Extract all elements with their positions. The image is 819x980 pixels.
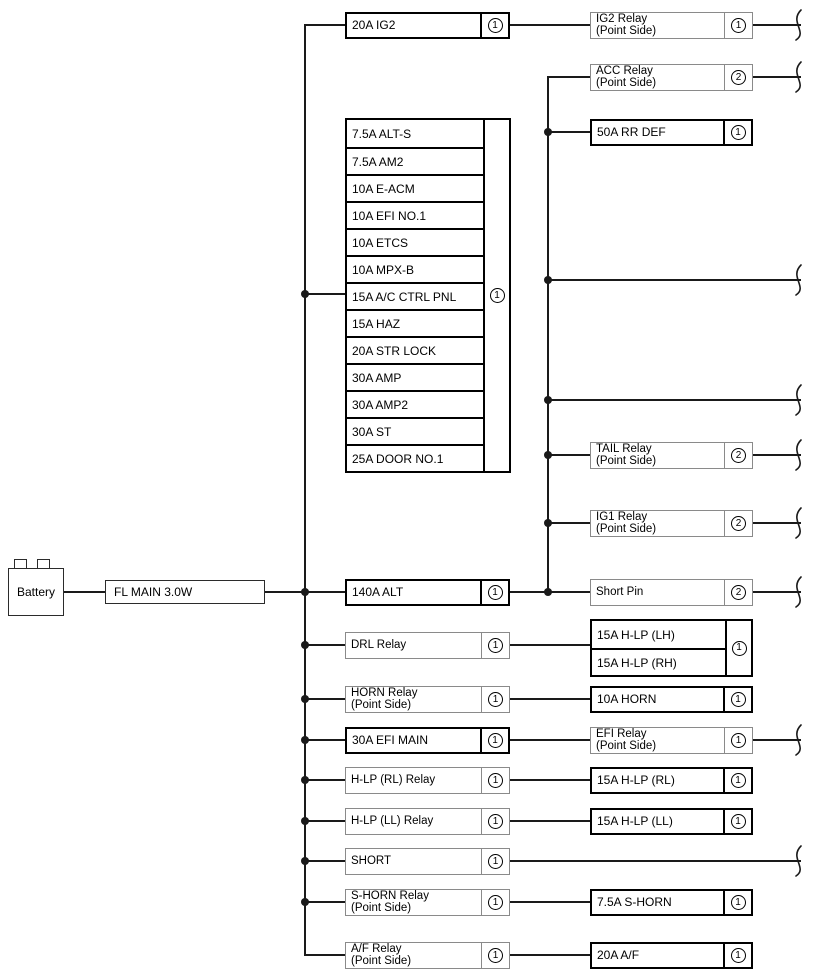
wire-subbus-tailrelay [547,454,590,456]
circled-number: 2 [731,70,746,85]
continuation-squiggle-icon [792,9,810,41]
fuse-row: 7.5A ALT-S [347,120,483,147]
wire-efimain-efirelay [510,739,590,741]
junction-dot [301,817,309,825]
box-label: Short Pin [596,585,644,598]
box-label: IG2 Relay [596,13,648,25]
wire-bus-ig2 [304,24,345,26]
box-label: 15A H-LP (LL) [597,813,673,828]
box-label: SHORT [351,854,392,867]
box-sublabel: (Point Side) [596,76,657,89]
continuation-squiggle-icon [792,576,810,608]
junction-dot [301,776,309,784]
circled-number: 2 [731,448,746,463]
wire-battery-flmain [64,591,105,593]
wire-drlrelay-hlpfuses [510,644,590,646]
fuse-box-20a-ig2 [345,12,510,39]
box-label: 20A IG2 [352,17,396,32]
circled-number: 1 [731,125,746,140]
fuse-box-20a-af [590,942,753,969]
box-sublabel: (Point Side) [596,739,657,752]
junction-dot [544,396,552,404]
wire-subbus-ig1relay [547,522,590,524]
circled-number: 2 [731,585,746,600]
box-label: 10A HORN [597,691,657,706]
circled-number: 1 [488,733,503,748]
box-label: HORN Relay [351,687,418,699]
fuse-block-number-cell [725,619,753,677]
fuse-box-10a-horn [590,686,753,713]
junction-dot [301,290,309,298]
circled-number: 1 [490,288,505,303]
fuse-row: 30A AMP [347,363,483,390]
box-sublabel: (Point Side) [351,698,412,711]
relay-box-ig2-relay [590,12,753,39]
battery [8,568,64,616]
wire-subbus-out-2 [547,399,801,401]
wire-hornrelay-hornfuse [510,698,590,700]
junction-dot [301,588,309,596]
relay-box-efi-relay [590,727,753,754]
continuation-squiggle-icon [792,439,810,471]
continuation-squiggle-icon [792,264,810,296]
circled-number: 1 [731,814,746,829]
wire-ig2-ig2relay [510,24,590,26]
wire-afrelay-fuse [510,954,590,956]
wire-hlprlrelay-fuse [510,779,590,781]
wire-bus-efimain [304,739,345,741]
continuation-squiggle-icon [792,507,810,539]
junction-dot [544,451,552,459]
circled-number: 1 [731,733,746,748]
fuse-row: 10A E-ACM [347,174,483,201]
relay-box-short [345,848,510,875]
fuse-row: 30A ST [347,417,483,444]
wire-short-out [510,860,801,862]
box-label: 7.5A S-HORN [597,894,672,909]
wire-subbus-rrdef [547,131,590,133]
junction-dot [544,276,552,284]
fuse-box-75a-s-horn [590,889,753,916]
box-label: ACC Relay [596,65,653,77]
wire-subbus-out-1 [547,279,801,281]
junction-dot [544,588,552,596]
wire-bus-afrelay [304,954,345,956]
circled-number: 1 [731,18,746,33]
circled-number: 1 [488,895,503,910]
wire-bus-hornrelay [304,698,345,700]
circled-number: 1 [488,814,503,829]
box-label: 15A H-LP (RL) [597,772,675,787]
circled-number: 1 [731,895,746,910]
circled-number: 1 [488,773,503,788]
fl-main-label: FL MAIN 3.0W [114,585,193,599]
fl-main-fusible-link [105,580,265,604]
wire-bus-short [304,860,345,862]
wire-bus-hlpllrelay [304,820,345,822]
relay-box-horn-relay [345,686,510,713]
box-label: 140A ALT [352,584,404,599]
wire-bus-shornrelay [304,901,345,903]
fuse-row: 25A DOOR NO.1 [347,444,483,471]
junction-dot [544,128,552,136]
box-label: EFI Relay [596,728,647,740]
box-label: H-LP (LL) Relay [351,814,434,827]
junction-dot [301,695,309,703]
box-label: 20A A/F [597,947,640,962]
fuse-box-50a-rr-def [590,119,753,146]
circled-number: 1 [731,773,746,788]
fuse-row: 15A A/C CTRL PNL [347,282,483,309]
relay-box-hlp-rl-relay [345,767,510,794]
box-label: H-LP (RL) Relay [351,773,436,786]
junction-dot [301,736,309,744]
fuse-box-140a-alt [345,579,510,606]
circled-number: 1 [488,948,503,963]
continuation-squiggle-icon [792,384,810,416]
continuation-squiggle-icon [792,845,810,877]
junction-dot [301,641,309,649]
fuse-block-number-cell [483,118,511,473]
box-sublabel: (Point Side) [351,901,412,914]
relay-box-ig1-relay [590,510,753,537]
relay-box-hlp-ll-relay [345,808,510,835]
fuse-box-30a-efi-main [345,727,510,754]
circled-number: 1 [488,585,503,600]
junction-dot [544,519,552,527]
wire-shornrelay-fuse [510,901,590,903]
box-label: DRL Relay [351,638,407,651]
box-sublabel: (Point Side) [351,954,412,967]
box-label: IG1 Relay [596,511,648,523]
circled-number: 1 [488,854,503,869]
junction-dot [301,898,309,906]
fuse-row: 15A HAZ [347,309,483,336]
circled-number: 1 [732,641,747,656]
relay-box-short-pin [590,579,753,606]
relay-box-af-relay [345,942,510,969]
circled-number: 1 [731,948,746,963]
fuse-row: 15A H-LP (RH) [592,648,725,675]
continuation-squiggle-icon [792,61,810,93]
sub-bus-wire [547,76,549,593]
battery-label: Battery [16,585,55,599]
box-label: TAIL Relay [596,443,652,455]
box-label: 50A RR DEF [597,124,666,139]
fuse-row: 10A ETCS [347,228,483,255]
relay-box-acc-relay [590,64,753,91]
relay-box-tail-relay [590,442,753,469]
wire-bus-fuseblock [304,293,345,295]
relay-box-s-horn-relay [345,889,510,916]
fuse-box-15a-hlp-ll [590,808,753,835]
box-sublabel: (Point Side) [596,454,657,467]
wire-hlpllrelay-fuse [510,820,590,822]
wire-bus-hlprlrelay [304,779,345,781]
circled-number: 1 [488,18,503,33]
fuse-row: 15A H-LP (LH) [592,621,725,648]
circled-number: 1 [488,692,503,707]
fuse-row: 7.5A AM2 [347,147,483,174]
box-sublabel: (Point Side) [596,522,657,535]
fuse-box-15a-hlp-rl [590,767,753,794]
fuse-row: 20A STR LOCK [347,336,483,363]
box-label: 30A EFI MAIN [352,732,429,747]
box-label: S-HORN Relay [351,890,429,902]
relay-box-drl-relay [345,632,510,659]
fuse-row: 10A MPX-B [347,255,483,282]
fuse-block [345,118,485,473]
junction-dot [301,857,309,865]
box-label: A/F Relay [351,943,402,955]
circled-number: 2 [731,516,746,531]
fuse-block-hlp-lh-rh [590,619,727,677]
wire-bus-drlrelay [304,644,345,646]
box-sublabel: (Point Side) [596,24,657,37]
continuation-squiggle-icon [792,724,810,756]
fuse-row: 30A AMP2 [347,390,483,417]
circled-number: 1 [731,692,746,707]
circled-number: 1 [488,638,503,653]
wire-subbus-accrelay [547,76,590,78]
fuse-row: 10A EFI NO.1 [347,201,483,228]
